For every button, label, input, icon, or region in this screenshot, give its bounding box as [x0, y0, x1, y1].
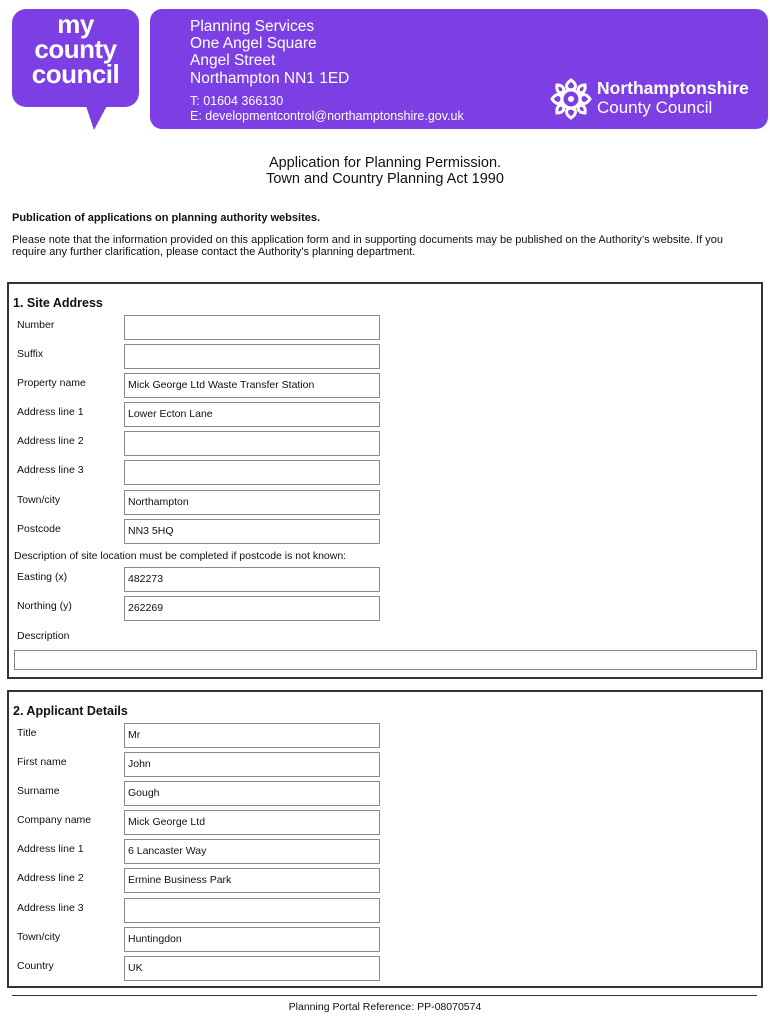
- publication-heading: Publication of applications on planning authority websites.: [12, 212, 321, 224]
- applicant-town-field[interactable]: Huntingdon: [124, 927, 380, 952]
- applicant-details-section: [7, 690, 763, 988]
- document-title-line-1: Application for Planning Permission.: [268, 155, 502, 171]
- site-town-label: Town/city: [17, 494, 61, 506]
- applicant-title-label: Title: [17, 727, 37, 739]
- publication-note: Please note that the information provided on this application form and in supporting documents may be published on the Authority’s website. If you require any further clarification, please contact the Authority’s planning department.: [12, 234, 723, 258]
- surname-label: Surname: [17, 785, 60, 797]
- logo-text: [12, 9, 139, 89]
- northing-field[interactable]: 262269: [124, 596, 380, 621]
- address-line-4: Northampton NN1 1ED: [190, 70, 350, 87]
- first-name-label: First name: [17, 756, 67, 768]
- number-field[interactable]: [124, 315, 380, 340]
- telephone: T: 01604 366130: [190, 94, 284, 108]
- council-crest-icon: [548, 76, 594, 122]
- logo-line-2: county: [34, 34, 117, 64]
- document-title-line-2: Town and Country Planning Act 1990: [266, 171, 504, 187]
- easting-label: Easting (x): [17, 571, 68, 583]
- logo-line-1: my: [57, 9, 94, 39]
- applicant-details-title: 2. Applicant Details: [13, 704, 128, 718]
- company-name-label: Company name: [17, 814, 92, 826]
- site-address-title: 1. Site Address: [13, 296, 103, 310]
- applicant-address-line-1-label: Address line 1: [17, 843, 84, 855]
- company-name-field[interactable]: Mick George Ltd: [124, 810, 380, 835]
- suffix-field[interactable]: [124, 344, 380, 369]
- site-address-line-1-field[interactable]: Lower Ecton Lane: [124, 402, 380, 427]
- applicant-address-line-1-field[interactable]: 6 Lancaster Way: [124, 839, 380, 864]
- suffix-label: Suffix: [17, 348, 44, 360]
- site-town-field[interactable]: Northampton: [124, 490, 380, 515]
- site-address-line-3-label: Address line 3: [17, 464, 84, 476]
- site-address-line-3-field[interactable]: [124, 460, 380, 485]
- easting-field[interactable]: 482273: [124, 567, 380, 592]
- postcode-field[interactable]: NN3 5HQ: [124, 519, 380, 544]
- council-name-line-1: Northamptonshire: [597, 78, 749, 98]
- property-name-field[interactable]: Mick George Ltd Waste Transfer Station: [124, 373, 380, 398]
- address-line-1: Planning Services: [190, 18, 315, 35]
- description-label: Description: [17, 630, 70, 642]
- email[interactable]: E: developmentcontrol@northamptonshire.gov.uk: [190, 109, 464, 123]
- logo-speech-tail: [84, 100, 110, 130]
- council-name-line-2: County Council: [597, 98, 713, 117]
- applicant-address-line-2-label: Address line 2: [17, 872, 84, 884]
- postcode-label: Postcode: [17, 523, 61, 535]
- site-address-line-2-field[interactable]: [124, 431, 380, 456]
- number-label: Number: [17, 319, 55, 331]
- address-line-2: One Angel Square: [190, 35, 317, 52]
- logo-line-3: council: [31, 59, 120, 89]
- applicant-town-label: Town/city: [17, 931, 61, 943]
- description-field[interactable]: [14, 650, 757, 670]
- applicant-address-line-2-field[interactable]: Ermine Business Park: [124, 868, 380, 893]
- location-note: Description of site location must be completed if postcode is not known:: [14, 550, 347, 562]
- address-line-3: Angel Street: [190, 52, 276, 69]
- site-address-line-1-label: Address line 1: [17, 406, 84, 418]
- first-name-field[interactable]: John: [124, 752, 380, 777]
- property-name-label: Property name: [17, 377, 86, 389]
- northing-label: Northing (y): [17, 600, 72, 612]
- surname-field[interactable]: Gough: [124, 781, 380, 806]
- country-field[interactable]: UK: [124, 956, 380, 981]
- country-label: Country: [17, 960, 54, 972]
- applicant-address-line-3-field[interactable]: [124, 898, 380, 923]
- applicant-address-line-3-label: Address line 3: [17, 902, 84, 914]
- site-address-section: [7, 282, 763, 679]
- portal-reference: Planning Portal Reference: PP-08070574: [288, 1001, 482, 1013]
- footer-divider: [12, 995, 757, 996]
- applicant-title-field[interactable]: Mr: [124, 723, 380, 748]
- site-address-line-2-label: Address line 2: [17, 435, 84, 447]
